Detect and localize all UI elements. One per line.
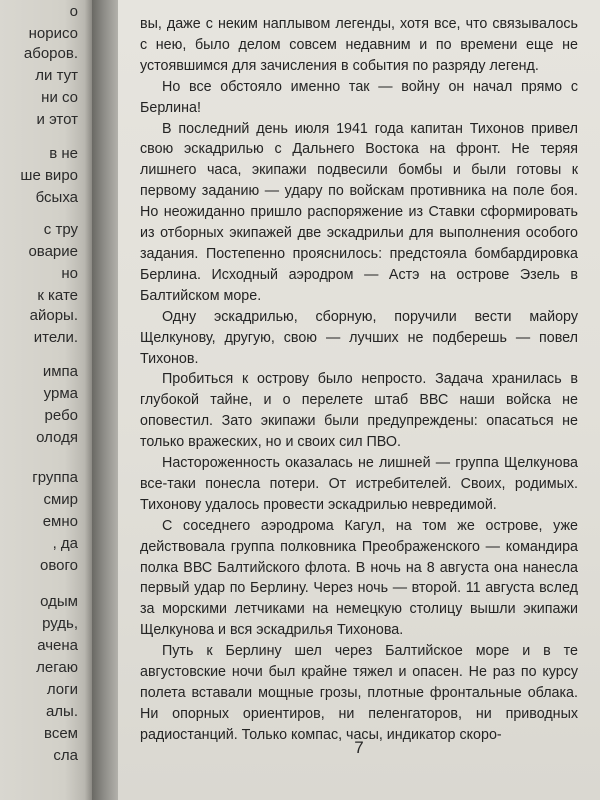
left-page-fragment: алы. [45, 703, 78, 720]
left-page-fragment: олодя [36, 429, 78, 446]
page-number: 7 [354, 738, 364, 757]
left-page-fragment: ни со [41, 89, 78, 106]
left-page-fragment: ли тут [35, 67, 78, 84]
left-page-fragment: ачена [37, 637, 78, 654]
left-page-fragment: о [69, 3, 78, 20]
left-page-fragment: бсыха [35, 189, 78, 206]
paragraph: Пробиться к острову было непросто. Задача хранилась в глубокой тайне, и о перелете штаб ВВС наши войска не оповестил. Зато экипажи были предупреждены: опасаться не только вражеских, но и своих сил ПВО. [140, 371, 578, 451]
left-page-fragment: легаю [36, 659, 78, 676]
paragraph: В последний день июля 1941 года капитан Тихонов привел свою эскадрилью с Дальнего Востока на фронт. Не теряя лишнего часа, экипажи подвесили бомбы и были готовы к первому заданию — удару по войскам противника на поле боя. Но неожиданно пришло распоряжение из Ставки сформировать из отборных экипажей две эскадрильи для выполнения особого задания. Постепенно прояснилось: предстояла бомбардировка Берлина. Исходный аэродром — Астэ на острове Эзель в Балтийском море. [140, 120, 578, 304]
paragraph: вы, даже с неким наплывом легенды, хотя все, что связывалось с нею, было делом совсем недавним и по времени еще не устоявшимся для зачисления в события по разряду легенд. [140, 16, 578, 74]
left-page-fragment: ребо [44, 407, 78, 424]
left-page-fragment: логи [46, 681, 78, 698]
body-text [140, 14, 578, 746]
left-page-fragment: всем [44, 725, 78, 742]
left-page-fragment: группа [32, 469, 78, 486]
left-page-fragment: емно [42, 513, 78, 530]
paragraph: Но все обстояло именно так — войну он начал прямо с Берлина! [140, 78, 578, 116]
left-page-fragment: но [61, 265, 78, 282]
left-page-fragment: одым [40, 593, 78, 610]
left-page-fragment: ше виро [20, 167, 78, 184]
paragraph: С соседнего аэродрома Кагул, на том же острове, уже действовала группа полковника Преображенского — командира полка ВВС Балтийского флота. В ночь на 8 августа она нанесла первый удар по Берлину. Через ночь — второй. 11 августа вслед за морскими летчиками на немецкую столицу вышли экипажи Щелкунова и вся эскадрилья Тихонова. [140, 517, 578, 639]
left-page-fragment: ители. [33, 329, 78, 346]
left-page-fragment: и этот [36, 111, 78, 128]
left-page-fragment: аборов. [23, 45, 78, 62]
left-page-fragment: оварие [28, 243, 78, 260]
left-page-fragment: ового [40, 557, 78, 574]
left-page-fragment: , да [52, 535, 78, 552]
left-page-fragment: рудь, [42, 615, 78, 632]
left-page-fragment: к кате [37, 287, 78, 304]
paragraph: Одну эскадрилью, сборную, поручили вести майору Щелкунову, другую, свою — лучших не подберешь — повел Тихонов. [140, 308, 578, 367]
left-page-fragment: урма [43, 385, 78, 402]
left-page-fragment: с тру [43, 221, 78, 238]
left-page-fragment: айоры. [29, 307, 78, 324]
left-page-fragment: норисо [28, 25, 78, 42]
paragraph: Настороженность оказалась не лишней — группа Щелкунова все-таки понесла потери. От истребителей. Своих, родимых. Тихонову удалось провести эскадрилью невредимой. [140, 455, 578, 513]
left-page-fragment: смир [43, 491, 78, 508]
right-page [118, 0, 600, 800]
left-page-fragment: в не [49, 145, 78, 162]
book-gutter [92, 0, 120, 800]
left-page-fragment: импа [42, 363, 78, 380]
left-page-edge [0, 0, 92, 800]
left-page-fragment: сла [53, 747, 78, 764]
paragraph: Путь к Берлину шел через Балтийское море и в те августовские ночи был крайне тяжел и опасен. Не раз по курсу полета вставали мощные грозы, плотные фронтальные облака. Ни опорных ориентиров, ни пеленгаторов, ни приводных радиостанций. Только компас, часы, индикатор скоро- [140, 643, 578, 743]
